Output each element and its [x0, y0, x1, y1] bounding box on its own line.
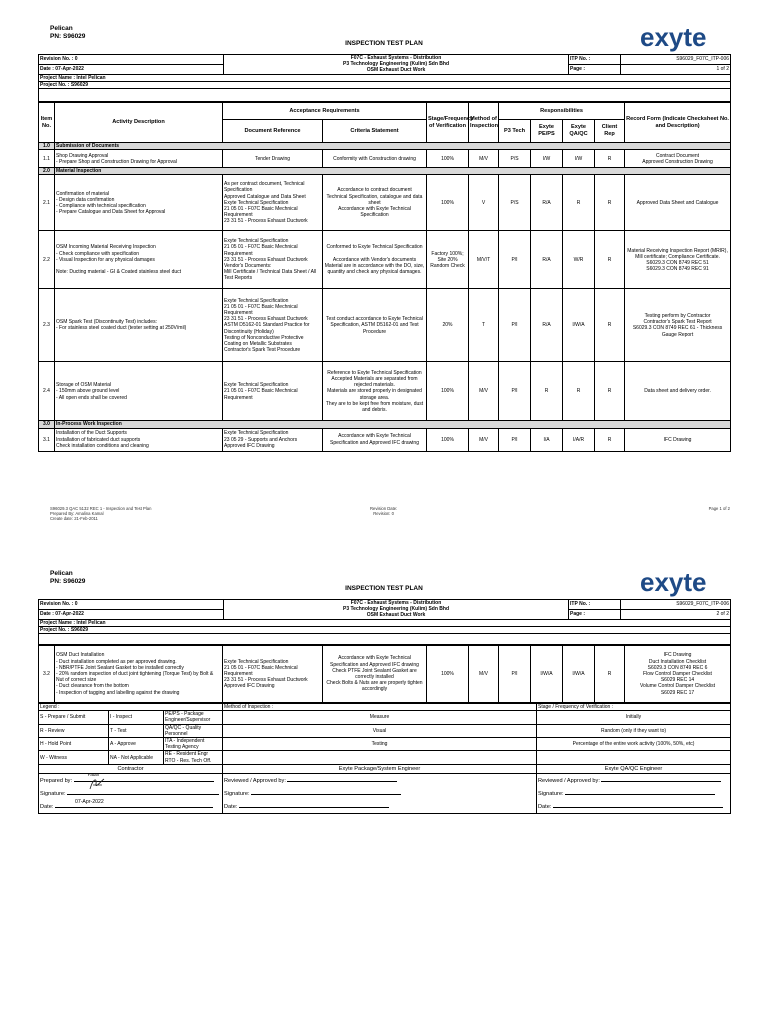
col-criteria: Criteria Statement: [323, 120, 427, 143]
contract-line-1: F07C - Exhaust Systems - Distribution: [350, 55, 442, 61]
date-field[interactable]: [239, 800, 389, 808]
section-row: [39, 143, 731, 150]
docref-cell: Exyte Technical Specification 21 05 01 - F07C Basic Mechnical Requirement: [223, 362, 323, 421]
stage-cell: 100%: [427, 646, 469, 703]
date-label: Date:: [40, 803, 54, 810]
signature-row: [39, 787, 223, 800]
record-cell: Material Receiving Inspection Report (MRIR), Mill certificate; Compliance Certificate. S6029.3 CON 8749 REC 51 S6029.3 CON 8749 REC 91: [625, 231, 731, 289]
page-header: [38, 567, 730, 599]
signature-label: Signature:: [538, 790, 564, 797]
method-cell: M/V: [469, 428, 499, 451]
project-name: Pelican: [50, 25, 73, 32]
date-row: [223, 800, 537, 814]
document-title: INSPECTION TEST PLAN: [345, 585, 423, 592]
section-row: [39, 168, 731, 175]
project-name-cell: Project Name : Intel Pelican: [39, 74, 731, 81]
pe-cell: R/A: [531, 289, 563, 362]
contract-line-1: F07C - Exhaust Systems - Distribution: [350, 600, 442, 606]
col-client: Client Rep: [595, 120, 625, 143]
footer-page: Page 1 of 2: [708, 506, 730, 511]
record-cell: Data sheet and delivery order.: [625, 362, 731, 421]
reviewed-by-qa: [537, 773, 731, 787]
contract-line-3: OSM Exhaust Duct Work: [366, 67, 426, 74]
record-cell: Testing perform by Contractor Contractor's Spark Test Report S6029.3 CON 8749 REC 61 - Thickness Gauge Report: [625, 289, 731, 362]
page-footer: [50, 506, 730, 521]
item-no: 3.1: [39, 428, 55, 451]
qa-engineer-header: Exyte QA/QC Engineer: [537, 765, 731, 774]
legend-item: ITA - Independent Testing Agency: [164, 738, 223, 751]
qa-cell: I/W: [563, 150, 595, 168]
spacer-row: [39, 634, 731, 645]
client-cell: R: [595, 150, 625, 168]
legend-item: W - Witness: [39, 751, 109, 764]
contractor-header: Contractor: [39, 765, 223, 774]
legend-item: R - Review: [39, 724, 109, 737]
method-cell: M/V: [469, 362, 499, 421]
method-cell: M/V: [469, 646, 499, 703]
p3-cell: P/S: [499, 150, 531, 168]
section-title: Material Inspection: [55, 168, 731, 175]
qa-cell: R: [563, 175, 595, 231]
date-label: Date:: [538, 803, 552, 810]
reviewed-label: Reviewed / Approved by:: [224, 777, 286, 784]
docref-cell: Exyte Technical Specification 21 05 01 - F07C Basic Mechnical Requirement 23 31 51 - Process Exhaust Ductwork Approved IFC Drawing: [223, 646, 323, 703]
client-cell: R: [595, 289, 625, 362]
criteria-cell: Reference to Exyte Technical Specification Accepted Materials are separated from rejected materials. Materials are stored properly in designated storage area. They are to be kept free from moisture, dust and debris.: [323, 362, 427, 421]
stage-cell: 100%: [427, 428, 469, 451]
item-no: 2.3: [39, 289, 55, 362]
project-heading: [50, 570, 85, 586]
method-cell: V: [469, 175, 499, 231]
spacer-row: [39, 89, 731, 102]
criteria-cell: Accordance with Exyte Technical Specification and Approved IFC drawing: [323, 428, 427, 451]
item-no: 2.2: [39, 231, 55, 289]
project-pn: PN: S96029: [50, 33, 86, 40]
exyte-logo: [638, 567, 718, 597]
legend-item: I - Inspect: [109, 711, 164, 724]
stage-cell: Factory 100%; Site 20% Random Check: [427, 231, 469, 289]
criteria-cell: Test conduct accordance to Exyte Technical Specification, ASTM D5162-01 and Test Procedure: [323, 289, 427, 362]
svg-text:exyte: exyte: [640, 22, 707, 52]
svg-text:exyte: exyte: [640, 567, 707, 597]
page-number: 1 of 2: [621, 64, 731, 74]
exyte-logo: [638, 22, 718, 52]
criteria-cell: Accordance to contract document Technical Specification, catalogue and data sheet Accordance with Exyte Technical Specification: [323, 175, 427, 231]
signature-mark: [87, 775, 107, 793]
qa-cell: I/W/A: [563, 289, 595, 362]
p3-cell: P/I: [499, 289, 531, 362]
section-no: 3.0: [39, 421, 55, 428]
record-cell: IFC Drawing Duct Installation Checklist S6029.3 CON 8749 REC 6 Flow Control Damper Checklist S6029 REC 14 Volume Control Damper Checklist S6029 REC 17: [625, 646, 731, 703]
legend-item: S - Prepare / Submit: [39, 711, 109, 724]
legend-item: RE - Resident Engr RTO - Res. Tech Off.: [164, 751, 223, 764]
signature-row: [223, 787, 537, 800]
date-field[interactable]: [553, 800, 723, 808]
pe-cell: R/A: [531, 231, 563, 289]
package-engineer-header: Exyte Package/System Engineer: [223, 765, 537, 774]
stage-cell: 100%: [427, 150, 469, 168]
section-no: 1.0: [39, 143, 55, 150]
project-pn: PN: S96029: [50, 578, 86, 585]
table-row: [39, 646, 731, 703]
client-cell: R: [595, 231, 625, 289]
client-cell: R: [595, 428, 625, 451]
method-item: Measure: [223, 711, 537, 724]
header-table: [38, 54, 731, 102]
criteria-cell: Accordance with Exyte Technical Specification and Approved IFC drawing Check PTFE Joint Sealant Gasket are correctly installed Check Bolts & Nuts are are properly tighten accordingly: [323, 646, 427, 703]
page-label: Page :: [569, 609, 621, 619]
item-no: 2.4: [39, 362, 55, 421]
record-cell: Contract Document Approved Construction Drawing: [625, 150, 731, 168]
activity-cell: OSM Spark Test (Discontinuity Test) includes: - For stainless steel coated duct (tester setting at 250V/mil): [55, 289, 223, 362]
legend-title: Legend :: [39, 704, 223, 711]
reviewed-by-package: [223, 773, 537, 787]
qa-cell: W/R: [563, 231, 595, 289]
legend-item: T - Test: [109, 724, 164, 737]
method-cell: T: [469, 289, 499, 362]
legend-item: H - Hold Point: [39, 738, 109, 751]
stage-item: Random (only if they want to): [537, 724, 731, 737]
legend-item: QA/QC - Quality Personnel: [164, 724, 223, 737]
date-row: [39, 800, 223, 814]
col-item: Item No.: [39, 103, 55, 143]
itp-table: [38, 102, 731, 452]
signature-row: [537, 787, 731, 800]
footer-revision: Revision Date: Revision: 0: [370, 506, 398, 516]
table-row: [39, 175, 731, 231]
col-doc-ref: Document Reference: [223, 120, 323, 143]
col-activity: Activity Description: [55, 103, 223, 143]
signature-field[interactable]: [565, 787, 715, 795]
signature-label: Signature:: [40, 790, 66, 797]
itp-table: [38, 645, 731, 703]
pe-cell: R/A: [531, 175, 563, 231]
page-header: [38, 22, 730, 54]
itp-number: S96029_F07C_ITP-006: [621, 55, 731, 65]
qa-cell: I/W/A: [563, 646, 595, 703]
itp-page-1: [38, 22, 730, 521]
stage-item: Initially: [537, 711, 731, 724]
page-number: 2 of 2: [621, 609, 731, 619]
section-no: 2.0: [39, 168, 55, 175]
method-cell: M/V/T: [469, 231, 499, 289]
table-row: [39, 428, 731, 451]
stage-cell: 100%: [427, 175, 469, 231]
method-item: [223, 751, 537, 764]
qa-cell: R: [563, 362, 595, 421]
table-row: [39, 289, 731, 362]
page-label: Page :: [569, 64, 621, 74]
client-cell: R: [595, 646, 625, 703]
qa-cell: I/A/R: [563, 428, 595, 451]
activity-cell: OSM Duct Installation - Duct installation completed as per approved drawing. - NBR/PTFE Joint Sealant Gasket to be installed correctly - 20% random inspection of duct joint tightening (Torque Test) by Bolt & Nut of correct size - Duct clearance from the bottom - Inspection of tagging and labelling against the drawing: [55, 646, 223, 703]
method-cell: M/V: [469, 150, 499, 168]
section-title: In-Process Work Inspection: [55, 421, 731, 428]
criteria-cell: Conformed to Exyte Technical Specification Accordance with Vendor's documents Material are in accordance with the DO, size, quantity and check any physical damages.: [323, 231, 427, 289]
revision-cell: Revision No. : 0: [39, 55, 224, 65]
prepared-name: Fatan: [87, 771, 100, 777]
footer-left: S96029.3 QAC 5132 REC 1 - Inspection and Test Plan Prepared By: Amalina Kamal Create date: 21-Feb-2011: [50, 506, 152, 521]
p3-cell: P/I: [499, 362, 531, 421]
col-responsibilities: Responsibilities: [499, 103, 625, 120]
date-cell: Date : 07-Apr-2022: [39, 609, 224, 619]
stage-cell: 100%: [427, 362, 469, 421]
col-acceptance: Acceptance Requirements: [223, 103, 427, 120]
col-stage: Stage/Frequency of Verification: [427, 103, 469, 143]
contract-info: [224, 600, 569, 620]
itp-label: ITP No. :: [569, 600, 621, 610]
project-no-cell: Project No. : S96029: [39, 626, 731, 633]
client-cell: R: [595, 175, 625, 231]
date-row: [537, 800, 731, 814]
item-no: 3.2: [39, 646, 55, 703]
col-exyte-qa: Exyte QA/QC: [563, 120, 595, 143]
document-title: INSPECTION TEST PLAN: [345, 40, 423, 47]
signature-field[interactable]: [67, 787, 219, 795]
p3-cell: P/I: [499, 428, 531, 451]
itp-label: ITP No. :: [569, 55, 621, 65]
legend-table: [38, 703, 731, 765]
record-cell: Approved Data Sheet and Catalogue: [625, 175, 731, 231]
item-no: 2.1: [39, 175, 55, 231]
project-name: Pelican: [50, 570, 73, 577]
method-item: Testing: [223, 738, 537, 751]
reviewed-label: Reviewed / Approved by:: [538, 777, 600, 784]
project-no-cell: Project No. : S96029: [39, 81, 731, 88]
col-p3tech: P3 Tech: [499, 120, 531, 143]
date-field[interactable]: [55, 800, 213, 808]
activity-cell: Installation of the Duct Supports Installation of fabricated duct supports Check installation conditions and cleaning: [55, 428, 223, 451]
col-method: Method of Inspection: [469, 103, 499, 143]
itp-page-2: [38, 567, 730, 814]
item-no: 1.1: [39, 150, 55, 168]
criteria-cell: Conformity with Construction drawing: [323, 150, 427, 168]
revision-cell: Revision No. : 0: [39, 600, 224, 610]
method-item: Visual: [223, 724, 537, 737]
table-row: [39, 231, 731, 289]
docref-cell: As per contract document, Technical Specification Approved Catalogue and Data Sheet Exyte Technical Specification 21 05 01 - F07C Basic Mechnical Requirement 23 31 51 - Process Exhaust Ductwork: [223, 175, 323, 231]
date-cell: Date : 07-Apr-2022: [39, 64, 224, 74]
date-value: 07-Apr-2022: [74, 798, 104, 805]
pe-cell: I/W/A: [531, 646, 563, 703]
docref-cell: Exyte Technical Specification 21 05 01 - F07C Basic Mechnical Requirement 23 31 51 - Process Exhaust Ductwork Vendor's Documents: Mill Certificate / Technical Data Sheet / All Test Reports: [223, 231, 323, 289]
legend-item: A - Approve: [109, 738, 164, 751]
p3-cell: P/I: [499, 231, 531, 289]
project-name-cell: Project Name : Intel Pelican: [39, 619, 731, 626]
section-title: Submission of Documents: [55, 143, 731, 150]
record-cell: IFC Drawing: [625, 428, 731, 451]
p3-cell: P/I: [499, 646, 531, 703]
table-row: [39, 150, 731, 168]
activity-cell: OSM Incoming Material Receiving Inspection - Check compliance with specification - Visual Inspection for any physical damages Note: Ducting material - GI & Coated stainless steel duct: [55, 231, 223, 289]
contract-line-2: P3 Technology Engineering (Kulim) Sdn Bhd: [342, 61, 450, 68]
contract-line-2: P3 Technology Engineering (Kulim) Sdn Bhd: [342, 606, 450, 613]
pe-cell: I/W: [531, 150, 563, 168]
stage-item: [537, 751, 731, 764]
stage-item: Percentage of the entire work activity (100%, 50%, etc): [537, 738, 731, 751]
contract-line-3: OSM Exhaust Duct Work: [366, 612, 426, 619]
method-title: Method of Inspection :: [223, 704, 537, 711]
docref-cell: Tender Drawing: [223, 150, 323, 168]
table-row: [39, 362, 731, 421]
itp-number: S96029_F07C_ITP-006: [621, 600, 731, 610]
activity-cell: Storage of OSM Material - 150mm above ground level - All open ends shall be covered: [55, 362, 223, 421]
col-record: Record Form (Indicate Checksheet No. and Description): [625, 103, 731, 143]
stage-title: Stage / Frequency of Verification :: [537, 704, 731, 711]
date-label: Date:: [224, 803, 238, 810]
project-heading: [50, 25, 85, 41]
stage-cell: 20%: [427, 289, 469, 362]
reviewed-field[interactable]: [601, 774, 721, 782]
col-exyte-pe: Exyte PE/PS: [531, 120, 563, 143]
docref-cell: Exyte Technical Specification 23 05 29 - Supports and Anchors Approved IFC Drawing: [223, 428, 323, 451]
signature-label: Signature:: [224, 790, 250, 797]
legend-item: PE/PS - Package Engineer/Supervisor: [164, 711, 223, 724]
pe-cell: R: [531, 362, 563, 421]
pe-cell: I/A: [531, 428, 563, 451]
reviewed-field[interactable]: [287, 774, 397, 782]
header-table: [38, 599, 731, 645]
signature-field[interactable]: [251, 787, 401, 795]
legend-item: NA - Not Applicable: [109, 751, 164, 764]
signoff-table: [38, 765, 731, 814]
client-cell: R: [595, 362, 625, 421]
prepared-label: Prepared by:: [40, 777, 73, 784]
prepared-by: [39, 773, 223, 787]
p3-cell: P/S: [499, 175, 531, 231]
section-row: [39, 421, 731, 428]
activity-cell: Shop Drawing Approval - Prepare Shop and Construction Drawing for Approval: [55, 150, 223, 168]
docref-cell: Exyte Technical Specification 21 05 01 - F07C Basic Mechnical Requirement 23 31 51 - Process Exhaust Ductwork ASTM D5162-01 Standard Practice for Discontinuity (Holiday) Testing of Nonconductive Protective Coating on Metallic Substrates Contractor's Spark Test Procedure: [223, 289, 323, 362]
activity-cell: Confirmation of material - Design data confirmation - Compliance with technical specification - Prepare Catalogue and Data Sheet for Approval: [55, 175, 223, 231]
contract-info: [224, 55, 569, 75]
